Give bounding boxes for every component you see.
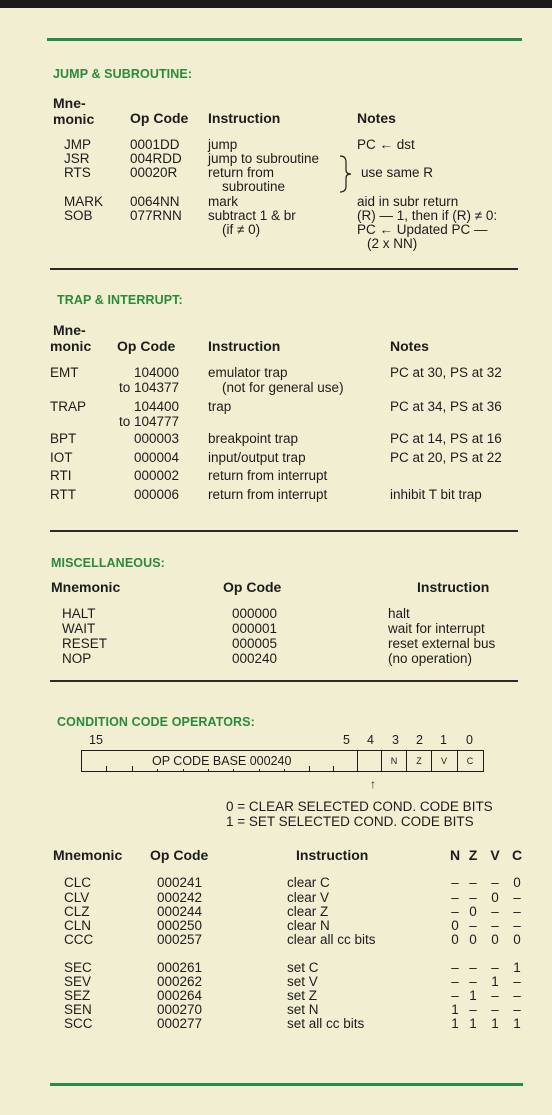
jump-instruction: mark (208, 194, 238, 209)
cc-z-value: 1 (469, 988, 477, 1003)
jump-notes: use same R (361, 165, 434, 180)
trap-instruction: breakpoint trap (208, 431, 299, 446)
bit-15-label: 15 (89, 733, 103, 747)
flag-c: C (466, 756, 474, 766)
arrow-up-icon: ↑ (370, 777, 376, 791)
cc-c-value: – (513, 904, 521, 919)
cc-c-value: – (513, 974, 521, 989)
top-edge (0, 0, 552, 8)
cc-z-value: 1 (469, 1016, 477, 1031)
misc-instruction: halt (388, 606, 410, 621)
misc-opcode: 000001 (232, 621, 278, 636)
cc-z-value: – (469, 960, 477, 975)
misc-mnemonic: WAIT (62, 621, 96, 636)
cc-n-value: – (451, 890, 459, 905)
top-rule (47, 38, 522, 41)
cc-opcode: 000270 (157, 1002, 203, 1017)
cc-n-value: – (451, 904, 459, 919)
cc-instruction: set all cc bits (287, 1016, 365, 1031)
jump-opcode: 0064NN (130, 194, 180, 209)
cc-c-value: – (513, 988, 521, 1003)
cc-instruction: clear Z (287, 904, 329, 919)
jump-header-opcode: Op Code (130, 110, 189, 126)
cc-instruction: clear C (287, 875, 330, 890)
bit-tick (132, 766, 133, 772)
bit-3-label: 3 (392, 733, 399, 747)
cc-mnemonic: SCC (64, 1016, 93, 1031)
cc-v-value: – (491, 918, 499, 933)
cc-header-z: Z (468, 847, 478, 863)
cc-opcode: 000277 (157, 1016, 203, 1031)
misc-opcode: 000005 (232, 636, 278, 651)
trap-mnemonic: RTI (50, 468, 72, 483)
jump-notes-continued: (2 x NN) (367, 236, 418, 251)
bit-4-label: 4 (367, 733, 374, 747)
bit-0-label: 0 (466, 733, 473, 747)
trap-notes: PC at 14, PS at 16 (390, 431, 502, 446)
cc-opcode: 000262 (157, 974, 203, 989)
register-divider (431, 750, 432, 772)
jump-mnemonic: JMP (64, 137, 91, 152)
cc-z-value: – (469, 890, 477, 905)
jump-instruction: subtract 1 & br (208, 208, 296, 223)
trap-opcode: 000002 (133, 468, 179, 483)
trap-opcode-range: to 104377 (118, 380, 179, 395)
bit-tick (333, 766, 334, 772)
trap-instruction: trap (208, 399, 232, 414)
cc-v-value: – (491, 904, 499, 919)
bit-tick (309, 766, 310, 772)
cc-c-value: – (513, 918, 521, 933)
cc-opcode: 000264 (157, 988, 203, 1003)
cc-n-value: 0 (451, 932, 459, 947)
cc-c-value: 1 (513, 960, 521, 975)
misc-section-title: MISCELLANEOUS: (51, 556, 165, 570)
cc-opcode: 000244 (157, 904, 203, 919)
trap-opcode: 000004 (133, 450, 179, 465)
jump-notes: PC ← Updated PC — (357, 222, 488, 237)
register-divider (406, 750, 407, 772)
jump-instruction-continued: subroutine (222, 179, 286, 194)
cc-header-mnemonic: Mnemonic (53, 847, 123, 863)
cc-v-value: – (491, 988, 499, 1003)
trap-opcode: 104000 (133, 365, 179, 380)
cc-c-value: – (513, 890, 521, 905)
trap-instruction: input/output trap (208, 450, 306, 465)
bit-2-label: 2 (416, 733, 423, 747)
cc-n-value: – (451, 960, 459, 975)
cc-instruction: set N (287, 1002, 319, 1017)
cc-mnemonic: SEZ (64, 988, 91, 1003)
cc-c-value: 0 (513, 875, 521, 890)
jump-notes: (R) — 1, then if (R) ≠ 0: (357, 208, 498, 223)
cc-instruction: set C (287, 960, 319, 975)
trap-opcode: 000003 (133, 431, 179, 446)
brace-icon (338, 154, 354, 194)
trap-notes: PC at 30, PS at 32 (390, 365, 502, 380)
trap-section-title: TRAP & INTERRUPT: (57, 293, 183, 307)
cc-c-value: – (513, 1002, 521, 1017)
jump-mnemonic: RTS (64, 165, 91, 180)
jump-notes: aid in subr return (357, 194, 459, 209)
jump-opcode: 077RNN (130, 208, 182, 223)
cc-mnemonic: CLZ (64, 904, 90, 919)
jump-instruction: return from (208, 165, 275, 180)
cc-c-value: 1 (513, 1016, 521, 1031)
cc-v-value: 0 (491, 932, 499, 947)
jump-mnemonic: SOB (64, 208, 93, 223)
opcode-base-label: OP CODE BASE 000240 (152, 754, 292, 768)
cc-mnemonic: SEN (64, 1002, 92, 1017)
cc-v-value: – (491, 875, 499, 890)
bottom-rule (50, 1083, 523, 1086)
cc-n-value: 1 (451, 1016, 459, 1031)
jump-header-mnemonic-1: Mne- (53, 95, 86, 111)
cc-n-value: – (451, 988, 459, 1003)
cc-mnemonic: SEC (64, 960, 92, 975)
cc-opcode: 000257 (157, 932, 203, 947)
misc-instruction: (no operation) (388, 651, 473, 666)
jump-notes: PC ← dst (357, 137, 415, 152)
bit-1-label: 1 (440, 733, 447, 747)
cc-opcode: 000250 (157, 918, 203, 933)
flag-n: N (390, 756, 398, 766)
cc-opcode: 000241 (157, 875, 203, 890)
cc-v-value: – (491, 1002, 499, 1017)
cc-section-title: CONDITION CODE OPERATORS: (57, 715, 255, 729)
cc-opcode: 000242 (157, 890, 203, 905)
misc-opcode: 000240 (232, 651, 278, 666)
bit-5-label: 5 (343, 733, 350, 747)
legend-clear: 0 = CLEAR SELECTED COND. CODE BITS (226, 799, 493, 814)
cc-c-value: 0 (513, 932, 521, 947)
cc-header-n: N (449, 847, 461, 863)
trap-header-mnemonic-1: Mne- (53, 322, 86, 338)
misc-mnemonic: RESET (62, 636, 108, 651)
trap-notes: PC at 20, PS at 22 (390, 450, 502, 465)
cc-instruction: clear V (287, 890, 330, 905)
bit-tick (106, 766, 107, 772)
misc-header-instruction: Instruction (417, 579, 490, 595)
cc-mnemonic: CLV (64, 890, 90, 905)
trap-opcode-range: to 104777 (118, 414, 179, 429)
cc-n-value: – (451, 875, 459, 890)
cc-instruction: clear N (287, 918, 330, 933)
trap-mnemonic: IOT (50, 450, 73, 465)
jump-mnemonic: JSR (64, 151, 90, 166)
jump-opcode: 0001DD (130, 137, 180, 152)
cc-z-value: – (469, 875, 477, 890)
cc-n-value: 1 (451, 1002, 459, 1017)
cc-z-value: – (469, 918, 477, 933)
cc-instruction: set Z (287, 988, 318, 1003)
jump-opcode: 004RDD (130, 151, 182, 166)
cc-v-value: 1 (491, 974, 499, 989)
trap-instruction: return from interrupt (208, 487, 328, 502)
cc-header-opcode: Op Code (150, 847, 209, 863)
trap-opcode: 000006 (133, 487, 179, 502)
cc-v-value: 0 (491, 890, 499, 905)
trap-mnemonic: EMT (50, 365, 79, 380)
cc-header-instruction: Instruction (296, 847, 369, 863)
trap-instruction: emulator trap (208, 365, 288, 380)
cc-v-value: 1 (491, 1016, 499, 1031)
cc-opcode: 000261 (157, 960, 203, 975)
trap-notes: PC at 34, PS at 36 (390, 399, 502, 414)
cc-mnemonic: SEV (64, 974, 92, 989)
trap-instruction: return from interrupt (208, 468, 328, 483)
jump-instruction: jump to subroutine (208, 151, 320, 166)
cc-n-value: – (451, 974, 459, 989)
misc-opcode: 000000 (232, 606, 278, 621)
jump-header-mnemonic-2: monic (53, 111, 95, 127)
cc-v-value: – (491, 960, 499, 975)
cc-mnemonic: CLN (64, 918, 92, 933)
flag-z: Z (416, 756, 422, 766)
misc-instruction: reset external bus (388, 636, 496, 651)
trap-mnemonic: BPT (50, 431, 77, 446)
jump-mnemonic: MARK (64, 194, 104, 209)
cc-instruction: set V (287, 974, 318, 989)
cc-n-value: 0 (451, 918, 459, 933)
cc-z-value: 0 (469, 904, 477, 919)
jump-instruction-continued: (if ≠ 0) (222, 222, 261, 237)
jump-section-title: JUMP & SUBROUTINE: (53, 67, 193, 81)
misc-header-opcode: Op Code (223, 579, 282, 595)
cc-mnemonic: CLC (64, 875, 92, 890)
cc-mnemonic: CCC (64, 932, 94, 947)
trap-instruction-continued: (not for general use) (222, 380, 344, 395)
trap-mnemonic: RTT (50, 487, 76, 502)
trap-header-opcode: Op Code (117, 338, 176, 354)
misc-mnemonic: HALT (62, 606, 96, 621)
trap-header-mnemonic-2: monic (50, 338, 92, 354)
register-divider (357, 750, 358, 772)
trap-notes: inhibit T bit trap (390, 487, 482, 502)
section-divider (50, 268, 518, 270)
trap-opcode: 104400 (133, 399, 179, 414)
trap-mnemonic: TRAP (50, 399, 87, 414)
misc-instruction: wait for interrupt (388, 621, 485, 636)
cc-header-c: C (511, 847, 523, 863)
cc-z-value: 0 (469, 932, 477, 947)
jump-header-notes: Notes (357, 110, 396, 126)
cc-z-value: – (469, 974, 477, 989)
cc-instruction: clear all cc bits (287, 932, 376, 947)
legend-set: 1 = SET SELECTED COND. CODE BITS (226, 814, 474, 829)
jump-header-instruction: Instruction (208, 110, 281, 126)
register-divider (381, 750, 382, 772)
section-divider (50, 530, 518, 532)
misc-mnemonic: NOP (62, 651, 92, 666)
jump-instruction: jump (208, 137, 238, 152)
flag-v: V (440, 756, 447, 766)
trap-header-notes: Notes (390, 338, 429, 354)
register-divider (457, 750, 458, 772)
jump-opcode: 00020R (130, 165, 178, 180)
section-divider (50, 680, 518, 682)
cc-header-v: V (490, 847, 500, 863)
trap-header-instruction: Instruction (208, 338, 281, 354)
misc-header-mnemonic: Mnemonic (51, 579, 121, 595)
cc-z-value: – (469, 1002, 477, 1017)
